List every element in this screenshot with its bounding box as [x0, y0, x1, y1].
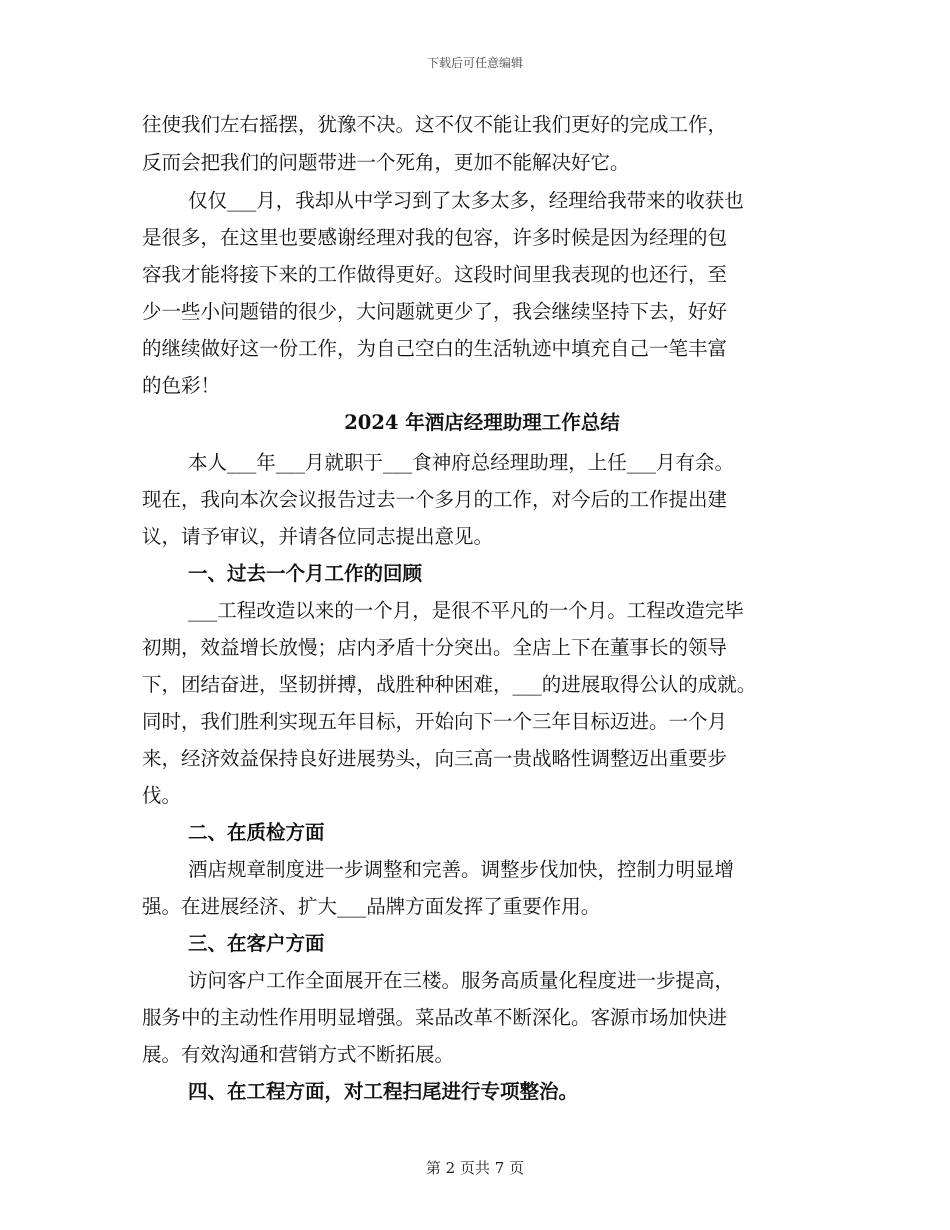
paragraph-line: 往使我们左右摇摆，犹豫不决。这不仅不能让我们更好的完成工作，: [142, 113, 728, 136]
paragraph-line: 少一些小问题错的很少，大问题就更少了，我会继续坚持下去，好好: [142, 300, 728, 323]
section-heading: 四、在工程方面，对工程扫尾进行专项整治。: [188, 1080, 579, 1103]
page-footer: 第 2 页共 7 页: [425, 1159, 525, 1177]
paragraph-line: 容我才能将接下来的工作做得更好。这段时间里我表现的也还行，至: [142, 263, 728, 286]
page-header: 下载后可任意编辑: [426, 56, 523, 70]
document-title: 2024 年酒店经理助理工作总结: [344, 411, 620, 434]
paragraph-line: 是很多，在这里也要感谢经理对我的包容，许多时候是因为经理的包: [142, 226, 728, 249]
paragraph-line: 的继续做好这一份工作，为自己空白的生活轨迹中填充自己一笔丰富: [142, 337, 728, 360]
paragraph-line: 的色彩！: [142, 374, 221, 397]
paragraph-line: 下，团结奋进，坚韧拼搏，战胜种种困难，___的进展取得公认的成就。: [142, 673, 757, 696]
paragraph-line: 伐。: [142, 784, 182, 807]
paragraph-line: 现在，我向本次会议报告过去一个多月的工作，对今后的工作提出建: [142, 488, 728, 511]
paragraph-line: 同时，我们胜利实现五年目标，开始向下一个三年目标迈进。一个月: [142, 710, 728, 733]
paragraph-line: 访问客户工作全面展开在三楼。服务高质量化程度进一步提高，: [188, 969, 735, 992]
paragraph-line: 服务中的主动性作用明显增强。菜品改革不断深化。客源市场加快进: [142, 1006, 728, 1029]
section-heading: 三、在客户方面: [188, 932, 325, 955]
section-heading: 一、过去一个月工作的回顾: [188, 562, 423, 585]
paragraph-line: 议，请予审议，并请各位同志提出意见。: [142, 525, 494, 548]
paragraph-line: 展。有效沟通和营销方式不断拓展。: [142, 1043, 455, 1066]
paragraph-line: 来，经济效益保持良好进展势头，向三高一贵战略性调整迈出重要步: [142, 747, 728, 770]
paragraph-line: 强。在进展经济、扩大___品牌方面发挥了重要作用。: [142, 895, 601, 918]
paragraph-line: 反而会把我们的问题带进一个死角，更加不能解决好它。: [142, 151, 630, 174]
paragraph-line: 本人___年___月就职于___食神府总经理助理，上任___月有余。: [188, 451, 735, 474]
paragraph-line: 酒店规章制度进一步调整和完善。调整步伐加快，控制力明显增: [188, 858, 735, 881]
paragraph-line: ___工程改造以来的一个月，是很不平凡的一个月。工程改造完毕: [188, 599, 744, 622]
paragraph-line: 仅仅___月，我却从中学习到了太多太多，经理给我带来的收获也: [188, 189, 744, 212]
paragraph-line: 初期，效益增长放慢；店内矛盾十分突出。全店上下在董事长的领导: [142, 636, 728, 659]
section-heading: 二、在质检方面: [188, 821, 325, 844]
